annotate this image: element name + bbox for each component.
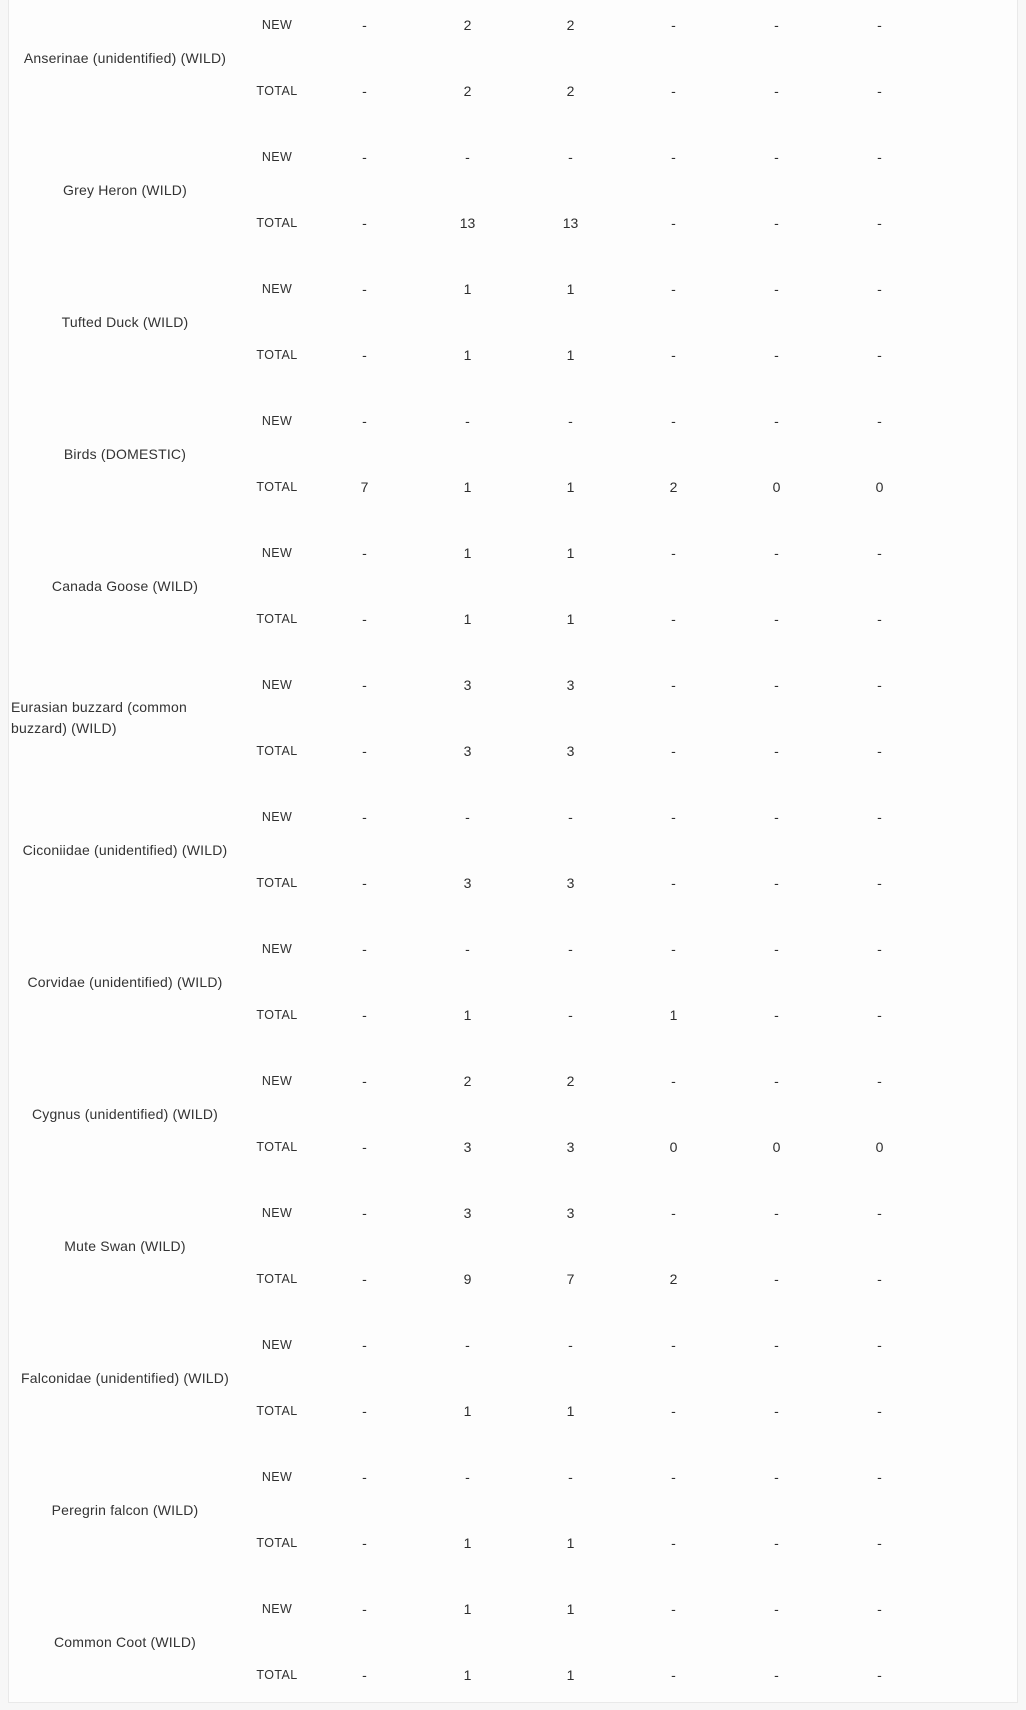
species-name: Common Coot (WILD) [53, 1633, 197, 1650]
cell-value-new: - [774, 545, 779, 561]
cell-value-total: 13 [562, 215, 579, 231]
cell-value-total: - [671, 875, 676, 891]
cell-value-new: - [671, 545, 676, 561]
cell-value-new: - [671, 941, 676, 957]
species-name: Birds (DOMESTIC) [63, 445, 187, 462]
cell-value-new: - [774, 941, 779, 957]
cell-value-total: - [877, 1271, 882, 1287]
species-name-cell [9, 652, 241, 784]
cell-value-total: 7 [360, 479, 369, 495]
cell-value-new: - [362, 281, 367, 297]
cell-value-total: 2 [566, 83, 575, 99]
cell-value-new: - [877, 1205, 882, 1221]
cell-value-total: - [568, 1007, 573, 1023]
cell-value-total: 2 [463, 83, 472, 99]
species-name-cell [9, 0, 241, 124]
cell-value-new: - [362, 545, 367, 561]
cell-value-total: 7 [566, 1271, 575, 1287]
cell-value-total: - [362, 1271, 367, 1287]
cell-value-new: - [671, 1073, 676, 1089]
cell-value-total: 3 [566, 1139, 575, 1155]
cell-value-total: - [774, 1403, 779, 1419]
species-name-cell [9, 1312, 241, 1444]
cell-value-total: - [774, 1535, 779, 1551]
row-label-total: TOTAL [256, 84, 298, 98]
cell-value-total: - [877, 611, 882, 627]
cell-value-new: 1 [566, 545, 575, 561]
species-group-row [9, 520, 1017, 652]
cell-value-new: - [774, 1073, 779, 1089]
cell-value-total: 3 [566, 743, 575, 759]
species-name-cell [9, 1576, 241, 1703]
row-label-total: TOTAL [256, 876, 298, 890]
cell-value-new: - [568, 1469, 573, 1485]
cell-value-new: - [465, 1469, 470, 1485]
cell-value-new: - [362, 1601, 367, 1617]
cell-value-new: - [671, 17, 676, 33]
row-label-total: TOTAL [256, 1272, 298, 1286]
species-group-row [9, 784, 1017, 916]
cell-value-new: - [877, 1601, 882, 1617]
cell-value-new: - [671, 281, 676, 297]
cell-value-total: - [362, 743, 367, 759]
species-name-cell [9, 1048, 241, 1180]
cell-value-total: 1 [463, 611, 472, 627]
species-name-cell [9, 1180, 241, 1312]
row-label-total: TOTAL [256, 480, 298, 494]
cell-value-new: - [465, 809, 470, 825]
cell-value-new: - [671, 149, 676, 165]
cell-value-total: 0 [772, 1139, 781, 1155]
cell-value-new: 1 [566, 281, 575, 297]
cell-value-new: - [774, 1601, 779, 1617]
cell-value-total: 1 [463, 1007, 472, 1023]
cell-value-new: 3 [463, 677, 472, 693]
row-label-new: NEW [261, 1602, 293, 1616]
row-label-total: TOTAL [256, 1008, 298, 1022]
cell-value-total: - [774, 347, 779, 363]
row-label-total: TOTAL [256, 1140, 298, 1154]
row-label-new: NEW [261, 414, 293, 428]
cell-value-total: - [362, 611, 367, 627]
cell-value-total: - [774, 611, 779, 627]
species-name-cell [9, 784, 241, 916]
cell-value-total: - [362, 215, 367, 231]
cell-value-new: - [568, 413, 573, 429]
cell-value-total: 0 [875, 1139, 884, 1155]
cell-value-total: 1 [669, 1007, 678, 1023]
species-name: Grey Heron (WILD) [63, 181, 187, 198]
cell-value-new: 2 [566, 1073, 575, 1089]
row-label-new: NEW [261, 150, 293, 164]
cell-value-total: 3 [566, 875, 575, 891]
species-group-row [9, 1312, 1017, 1444]
cell-value-new: 1 [463, 1601, 472, 1617]
cell-value-total: - [877, 875, 882, 891]
cell-value-total: - [671, 215, 676, 231]
cell-value-total: 1 [463, 347, 472, 363]
cell-value-new: 2 [463, 1073, 472, 1089]
cell-value-new: 2 [566, 17, 575, 33]
cell-value-new: - [774, 149, 779, 165]
cell-value-total: - [671, 1535, 676, 1551]
cell-value-total: - [877, 1535, 882, 1551]
cell-value-total: 1 [463, 479, 472, 495]
row-label-new: NEW [261, 942, 293, 956]
cell-value-total: 0 [772, 479, 781, 495]
species-group-row [9, 256, 1017, 388]
cell-value-total: 1 [566, 611, 575, 627]
cell-value-total: - [362, 1403, 367, 1419]
species-name: Corvidae (unidentified) (WILD) [27, 973, 223, 990]
species-group-row [9, 0, 1017, 124]
species-name: Mute Swan (WILD) [64, 1237, 186, 1254]
cell-value-new: - [774, 17, 779, 33]
cell-value-total: - [877, 1667, 882, 1683]
cell-value-new: - [568, 809, 573, 825]
row-label-new: NEW [261, 546, 293, 560]
cell-value-total: - [671, 83, 676, 99]
cell-value-total: 3 [463, 875, 472, 891]
cell-value-total: - [877, 743, 882, 759]
cell-value-total: 9 [463, 1271, 472, 1287]
cell-value-new: - [671, 677, 676, 693]
cell-value-total: 13 [459, 215, 476, 231]
cell-value-new: - [671, 1337, 676, 1353]
cell-value-new: - [877, 809, 882, 825]
cell-value-total: - [774, 83, 779, 99]
row-label-new: NEW [261, 1206, 293, 1220]
cell-value-new: - [362, 1337, 367, 1353]
cell-value-total: - [362, 1535, 367, 1551]
cell-value-total: 1 [566, 1667, 575, 1683]
cell-value-total: - [671, 743, 676, 759]
cell-value-new: - [362, 677, 367, 693]
cell-value-total: - [877, 83, 882, 99]
row-label-new: NEW [261, 18, 293, 32]
cell-value-new: - [671, 809, 676, 825]
species-name: Anserinae (unidentified) (WILD) [23, 49, 227, 66]
species-name-cell [9, 124, 241, 256]
cell-value-new: - [774, 1337, 779, 1353]
species-name: Canada Goose (WILD) [51, 577, 199, 594]
cell-value-total: - [774, 875, 779, 891]
cell-value-total: 1 [566, 347, 575, 363]
cell-value-total: - [671, 611, 676, 627]
cell-value-total: 0 [669, 1139, 678, 1155]
cell-value-total: - [362, 875, 367, 891]
cell-value-total: 2 [669, 1271, 678, 1287]
row-label-new: NEW [261, 1074, 293, 1088]
row-label-total: TOTAL [256, 348, 298, 362]
cell-value-new: - [465, 941, 470, 957]
cell-value-new: - [671, 1601, 676, 1617]
report-table-card [8, 0, 1018, 1703]
cell-value-new: - [877, 545, 882, 561]
species-name-cell [9, 916, 241, 1048]
species-name-cell [9, 388, 241, 520]
cell-value-new: - [465, 413, 470, 429]
row-label-total: TOTAL [256, 612, 298, 626]
cell-value-total: 1 [463, 1667, 472, 1683]
cell-value-total: 1 [463, 1403, 472, 1419]
species-name-cell [9, 520, 241, 652]
cell-value-new: - [877, 1469, 882, 1485]
species-group-row [9, 1048, 1017, 1180]
cell-value-total: - [774, 1271, 779, 1287]
row-label-total: TOTAL [256, 1668, 298, 1682]
species-name-cell [9, 1444, 241, 1576]
row-label-total: TOTAL [256, 216, 298, 230]
cell-value-new: - [671, 413, 676, 429]
species-name: Falconidae (unidentified) (WILD) [21, 1369, 229, 1386]
cell-value-new: - [774, 413, 779, 429]
cell-value-new: - [465, 149, 470, 165]
cell-value-total: - [671, 1667, 676, 1683]
row-label-new: NEW [261, 678, 293, 692]
row-label-total: TOTAL [256, 744, 298, 758]
cell-value-new: - [362, 1073, 367, 1089]
cell-value-total: 1 [463, 1535, 472, 1551]
cell-value-new: - [671, 1469, 676, 1485]
cell-value-total: - [774, 1667, 779, 1683]
cell-value-new: - [774, 677, 779, 693]
cell-value-total: - [877, 1007, 882, 1023]
row-label-new: NEW [261, 1470, 293, 1484]
cell-value-total: - [877, 215, 882, 231]
cell-value-new: - [362, 809, 367, 825]
species-group-row [9, 652, 1017, 784]
cell-value-new: 1 [566, 1601, 575, 1617]
cell-value-new: - [362, 17, 367, 33]
cell-value-total: - [877, 347, 882, 363]
cell-value-total: 0 [875, 479, 884, 495]
cell-value-new: - [877, 17, 882, 33]
species-group-row [9, 1576, 1017, 1703]
cell-value-total: - [362, 1007, 367, 1023]
cell-value-total: - [671, 347, 676, 363]
cell-value-total: - [877, 1403, 882, 1419]
cell-value-new: 2 [463, 17, 472, 33]
species-name: Cygnus (unidentified) (WILD) [31, 1105, 219, 1122]
cell-value-total: - [362, 347, 367, 363]
cell-value-new: - [877, 281, 882, 297]
cell-value-total: - [671, 1403, 676, 1419]
row-label-total: TOTAL [256, 1404, 298, 1418]
cell-value-new: - [568, 1337, 573, 1353]
row-label-new: NEW [261, 282, 293, 296]
cell-value-new: - [671, 1205, 676, 1221]
species-name: Ciconiidae (unidentified) (WILD) [22, 841, 228, 858]
cell-value-total: 1 [566, 1403, 575, 1419]
species-group-row [9, 124, 1017, 256]
cell-value-new: - [877, 1073, 882, 1089]
cell-value-new: 3 [463, 1205, 472, 1221]
cell-value-new: 1 [463, 281, 472, 297]
species-name-cell [9, 256, 241, 388]
cell-value-total: 1 [566, 479, 575, 495]
species-name: Tufted Duck (WILD) [61, 313, 189, 330]
species-name: Eurasian buzzard (common buzzard) (WILD) [11, 699, 187, 736]
cell-value-new: - [774, 1469, 779, 1485]
species-group-row [9, 1180, 1017, 1312]
cell-value-total: 3 [463, 1139, 472, 1155]
cell-value-total: 3 [463, 743, 472, 759]
cell-value-total: - [774, 215, 779, 231]
species-group-row [9, 388, 1017, 520]
cell-value-new: - [362, 941, 367, 957]
cell-value-total: 1 [566, 1535, 575, 1551]
cell-value-new: - [465, 1337, 470, 1353]
cell-value-new: - [877, 941, 882, 957]
cell-value-new: - [362, 413, 367, 429]
species-group-row [9, 1444, 1017, 1576]
cell-value-new: - [774, 1205, 779, 1221]
species-group-row [9, 916, 1017, 1048]
cell-value-new: - [877, 149, 882, 165]
cell-value-new: - [877, 413, 882, 429]
cell-value-new: - [362, 1205, 367, 1221]
cell-value-new: - [362, 149, 367, 165]
cell-value-new: 1 [463, 545, 472, 561]
cell-value-total: - [362, 1667, 367, 1683]
cell-value-new: - [774, 281, 779, 297]
cell-value-new: - [877, 677, 882, 693]
cell-value-total: 2 [669, 479, 678, 495]
species-count-table [9, 0, 1017, 1703]
row-label-new: NEW [261, 810, 293, 824]
cell-value-new: - [568, 941, 573, 957]
row-label-new: NEW [261, 1338, 293, 1352]
cell-value-total: - [774, 743, 779, 759]
cell-value-new: 3 [566, 1205, 575, 1221]
row-label-total: TOTAL [256, 1536, 298, 1550]
cell-value-new: - [774, 809, 779, 825]
species-name: Peregrin falcon (WILD) [51, 1501, 199, 1518]
cell-value-new: 3 [566, 677, 575, 693]
cell-value-total: - [362, 1139, 367, 1155]
cell-value-total: - [774, 1007, 779, 1023]
cell-value-total: - [362, 83, 367, 99]
cell-value-new: - [877, 1337, 882, 1353]
cell-value-new: - [568, 149, 573, 165]
cell-value-new: - [362, 1469, 367, 1485]
